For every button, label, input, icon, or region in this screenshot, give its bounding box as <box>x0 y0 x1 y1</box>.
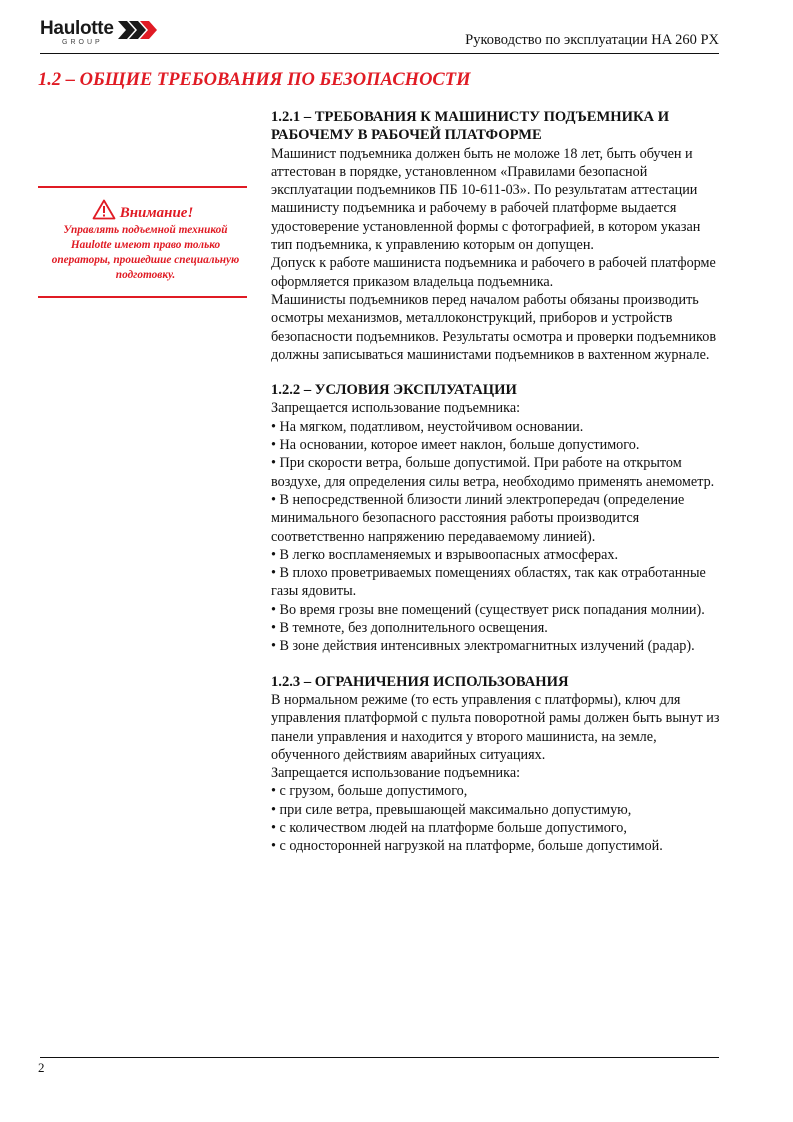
header-divider <box>40 53 719 54</box>
warning-text: Управлять подъемной техникой Haulotte имеют право только операторы, прошедшие специальную подготовку. <box>51 224 240 281</box>
list-item: • На основании, которое имеет наклон, больше допустимого. <box>271 437 640 454</box>
warning-triangle-icon <box>92 199 116 220</box>
subsection-3-heading: 1.2.3 – ОГРАНИЧЕНИЯ ИСПОЛЬЗОВАНИЯ <box>271 673 569 690</box>
subsection-3-intro: Запрещается использование подъемника: <box>271 765 521 782</box>
list-item: • В непосредственной близости линий электропередач (определение минимального безопасного расстояния работы производится соответственно напряжению передаваемому линией). <box>271 491 685 545</box>
subsection-2-intro: Запрещается использование подъемника: <box>271 400 521 417</box>
list-item: • В темноте, без дополнительного освещения. <box>271 620 548 637</box>
warning-heading <box>38 199 247 222</box>
list-item: • В зоне действия интенсивных электромагнитных излучений (радар). <box>271 638 695 655</box>
subsection-1-paragraph: Машинист подъемника должен быть не моложе 18 лет, быть обучен и аттестован в порядке, установленном «Правилами безопасной эксплуатации подъемников ПБ 10-611-03». По результатам аттестации машинисту подъемника и рабочему в рабочей платформе выдается удостоверение установленной формы с фотографией, в котором указан тип подъемника, к управлению которым он допущен. <box>271 145 701 254</box>
logo-group-text: GROUP <box>62 39 103 46</box>
list-item: • На мягком, податливом, неустойчивом основании. <box>271 418 584 435</box>
page-number: 2 <box>38 1060 45 1075</box>
warning-bottom-rule <box>38 296 247 298</box>
warning-title: Внимание! <box>119 205 194 221</box>
section-title: 1.2 – ОБЩИЕ ТРЕБОВАНИЯ ПО БЕЗОПАСНОСТИ <box>38 70 471 90</box>
list-item: • с односторонней нагрузкой на платформе, больше допустимой. <box>271 838 663 855</box>
logo-wordmark: Haulotte <box>40 18 114 39</box>
subsection-1-paragraph: Машинисты подъемников перед началом работы обязаны производить осмотры механизмов, металлоконструкций, приборов и устройств безопасности подъемников. Результаты осмотра и проверки подъемников должны записываться машинистами подъемников в вахтенном журнале. <box>271 291 717 363</box>
warning-box <box>38 186 247 299</box>
list-item: • В плохо проветриваемых помещениях областях, так как отработанные газы ядовиты. <box>271 565 706 600</box>
logo-chevrons-icon <box>118 20 158 40</box>
document-title: Руководство по эксплуатации HA 260 PX <box>465 32 719 48</box>
list-item: • Во время грозы вне помещений (существует риск попадания молнии). <box>271 601 705 618</box>
list-item: • при силе ветра, превышающей максимально допустимую, <box>271 801 632 818</box>
subsection-1-heading-line2: РАБОЧЕМУ В РАБОЧЕЙ ПЛАТФОРМЕ <box>271 127 542 144</box>
haulotte-logo <box>40 14 170 54</box>
list-item: • В легко воспламеняемых и взрывоопасных атмосферах. <box>271 546 619 563</box>
subsection-1-heading-line1: 1.2.1 – ТРЕБОВАНИЯ К МАШИНИСТУ ПОДЪЕМНИКА И <box>271 109 670 125</box>
list-item: • с количеством людей на платформе больше допустимого, <box>271 819 627 836</box>
list-item: • с грузом, больше допустимого, <box>271 783 468 800</box>
footer-divider <box>40 1057 719 1058</box>
page-header <box>40 14 719 54</box>
main-content <box>271 108 721 856</box>
warning-top-rule <box>38 186 247 188</box>
subsection-2-heading: 1.2.2 – УСЛОВИЯ ЭКСПЛУАТАЦИИ <box>271 382 517 399</box>
subsection-1-paragraph: Допуск к работе машиниста подъемника и рабочего в рабочей платформе оформляется приказом владельца подъемника. <box>271 255 716 290</box>
subsection-3-paragraph: В нормальном режиме (то есть управления с платформы), ключ для управления платформой с пульта поворотной рамы должен быть вынут из панели управления и находится у второго машиниста, на земле, обученного действиям аварийных ситуациях. <box>271 691 720 763</box>
list-item: • При скорости ветра, больше допустимой. При работе на открытом воздухе, для определения силы ветра, необходимо применять анемометр. <box>271 455 715 490</box>
